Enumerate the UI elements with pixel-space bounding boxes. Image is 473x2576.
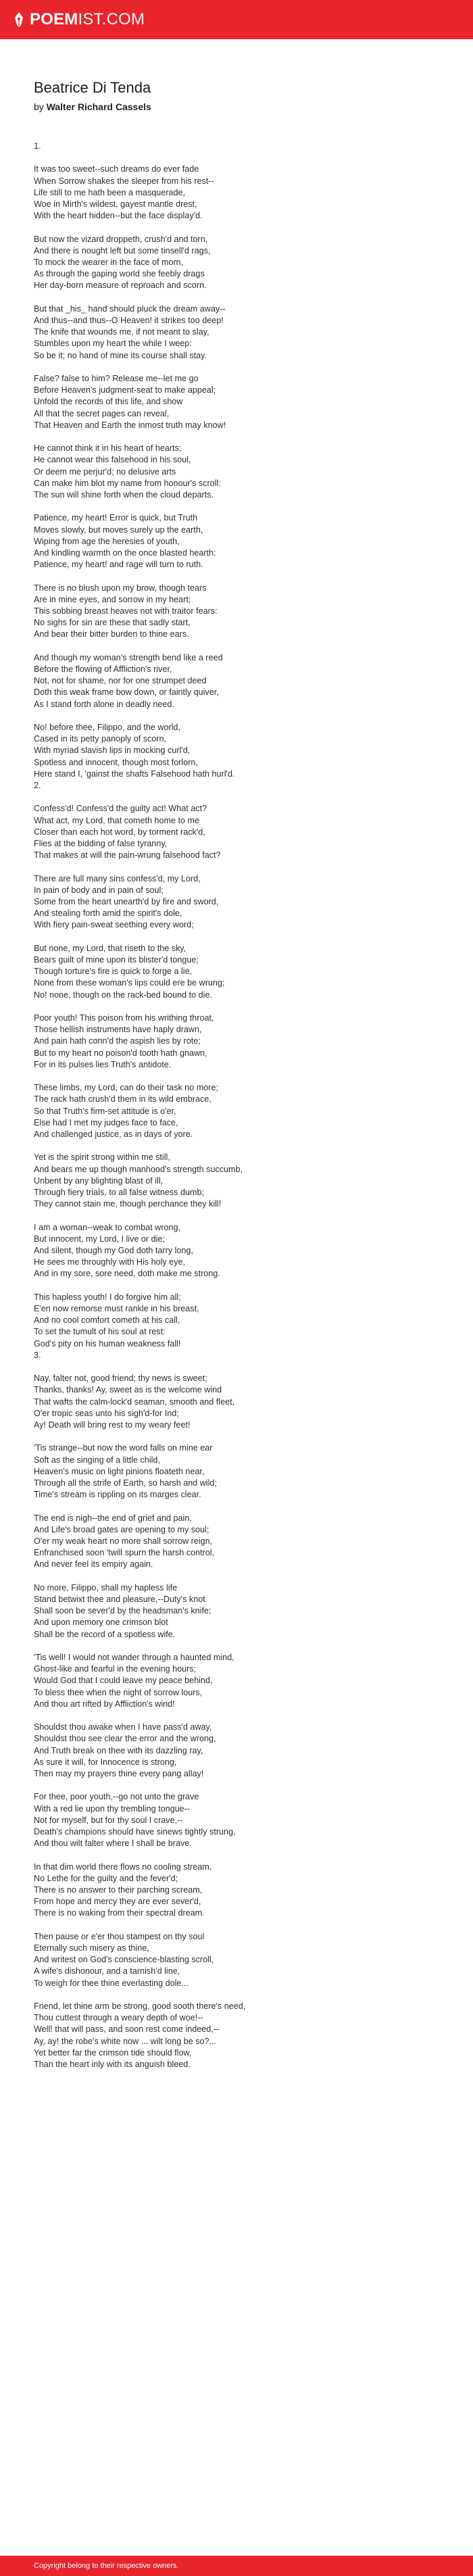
poem-line: This sobbing breast heaves not with traitor fears: (34, 606, 218, 616)
poem-line: To set the tumult of his soul at rest: (34, 1327, 166, 1337)
poem-line: That wafts the calm-lock'd seaman, smooth and fleet, (34, 1396, 235, 1407)
poem-line: Some from the heart unearth'd by fire and sword, (34, 897, 219, 907)
poem-line: The rack hath crush'd them in its wild embrace, (34, 1094, 211, 1104)
poem-line: It was too sweet--such dreams do ever fade (34, 164, 199, 174)
poem-line: And pain hath conn'd the aspish lies by rote; (34, 1036, 201, 1046)
poem-line: Woe in Mirth's wildest, gayest mantle drest, (34, 199, 197, 209)
poem-line: And thou art rifted by Affliction's wind! (34, 1699, 175, 1709)
poem-line: Through fiery trials, to all false witness dumb; (34, 1188, 204, 1198)
poem-line: As I stand forth alone in deadly need. (34, 699, 174, 709)
poem-line: Else had I met my judges face to face, (34, 1117, 178, 1127)
poem-line: Or deem me perjur'd; no delusive arts (34, 466, 176, 477)
poem-stanza (34, 873, 453, 931)
logo-bold-text: POEM (30, 10, 78, 28)
poem-line: Shall soon be sever'd by the headsman's knife; (34, 1606, 211, 1616)
poem-stanza (34, 512, 453, 570)
poem-line: Well! that will pass, and soon rest come indeed,-- (34, 2024, 220, 2035)
poem-line: With the heart hidden--but the face display'd. (34, 211, 203, 221)
poem-body (34, 141, 453, 2070)
poem-line: And though my woman's strength bend like a reed (34, 652, 223, 662)
poem-line: Then may my prayers thine every pang allay! (34, 1769, 204, 1779)
poem-line: O'er tropic seas unto his sigh'd-for Ind; (34, 1408, 179, 1418)
poem-stanza (34, 1292, 453, 1361)
poem-line: Poor youth! This poison from his writhing throat, (34, 1013, 214, 1023)
poem-line: And thou wilt falter where I shall be brave. (34, 1839, 192, 1849)
poem-line: Heaven's music on light pinions floateth near, (34, 1466, 205, 1476)
poem-line: And in my sore, sore need, doth make me strong. (34, 1269, 220, 1279)
poem-line: Shall be the record of a spotless wife. (34, 1629, 176, 1639)
poem-line: But innocent, my Lord, I live or die; (34, 1234, 165, 1244)
poem-line: False? false to him? Release me--let me go (34, 374, 199, 383)
by-label: by (34, 101, 44, 112)
poem-line: As through the gaping world she feebly drags (34, 269, 205, 279)
poem-line: Yet better far the crimson tide should flow, (34, 2047, 192, 2058)
poem-stanza (34, 2001, 453, 2070)
poem-line: 3. (34, 1350, 41, 1360)
poem-line: He sees me throughly with His holy eye, (34, 1257, 185, 1267)
poem-line: I am a woman--weak to combat wrong, (34, 1222, 180, 1232)
poem-line: Than the heart inly with its anguish bleed. (34, 2060, 191, 2070)
poem-line: As sure it will, for Innocence is strong, (34, 1757, 177, 1767)
site-footer (0, 2556, 473, 2576)
poem-content (34, 78, 453, 2082)
poem-line: E'en now remorse must rankle in his breast, (34, 1304, 199, 1314)
poem-line: No! before thee, Filippo, and the world, (34, 723, 181, 733)
poem-byline (34, 100, 453, 114)
poem-line: Yet is the spirit strong within me still, (34, 1152, 170, 1163)
poem-line: All that the secret pages can reveal, (34, 408, 170, 418)
poem-line: To bless thee when the night of sorrow lours, (34, 1687, 203, 1697)
poem-stanza (34, 1931, 453, 1989)
poem-title: Beatrice Di Tenda (34, 79, 151, 96)
poem-stanza (34, 1582, 453, 1641)
logo-light-text: IST.COM (78, 10, 145, 28)
poem-line: Doth this weak frame bow down, or faintly quiver, (34, 687, 219, 698)
poem-line: And kindling warmth on the once blasted hearth: (34, 548, 216, 558)
poem-line: No more, Filippo, shall my hapless life (34, 1582, 178, 1593)
poem-line: No! none, though on the rack-bed bound to die. (34, 990, 212, 1000)
poem-line: Patience, my heart! and rage will turn to ruth. (34, 560, 203, 570)
poem-line: Ay, ay! the robe's white now ... wilt long be so?... (34, 2036, 217, 2046)
poem-line: Soft as the singing of a little child, (34, 1455, 160, 1465)
poem-line: And there is nought left but some tinsell'd rags, (34, 245, 211, 256)
poem-stanza (34, 443, 453, 501)
poem-line: That makes at will the pain-wrung falsehood fact? (34, 850, 221, 860)
poem-line: That Heaven and Earth the inmost truth may know! (34, 420, 226, 430)
poem-line: God's pity on his human weakness fall! (34, 1338, 181, 1348)
poem-line: So that Truth's firm-set attitude is o'er, (34, 1106, 176, 1116)
poem-line: Unbent by any blighting blast of ill, (34, 1175, 164, 1186)
poem-line: In pain of body and in pain of soul; (34, 885, 164, 895)
poem-line: Shouldst thou awake when I have pass'd away, (34, 1722, 212, 1732)
poem-line: The end is nigh--the end of grief and pain, (34, 1513, 192, 1523)
poem-line: What act, my Lord, that cometh home to me (34, 815, 199, 825)
poem-line: And thus--and thus--O Heaven! it strikes too deep! (34, 316, 224, 325)
poem-stanza (34, 373, 453, 431)
poem-line: Nay, falter not, good friend; thy news is sweet; (34, 1374, 207, 1384)
copyright-text: Copyright belong to their respective owners. (34, 2562, 179, 2570)
poem-line: With myriad slavish lips in mocking curl'd, (34, 746, 191, 756)
poem-line: So be it; no hand of mine its course shall stay. (34, 350, 207, 360)
poem-line: Ay! Death will bring rest to my weary feet! (34, 1420, 191, 1430)
poem-line: With fiery pain-sweat seething every word; (34, 920, 194, 930)
poem-line: This hapless youth! I do forgive him all; (34, 1292, 181, 1302)
poem-line: And Life's broad gates are opening to my soul; (34, 1524, 209, 1534)
author-link[interactable]: Walter Richard Cassels (46, 101, 151, 112)
poem-stanza (34, 141, 453, 152)
poem-line: Are in mine eyes, and sorrow in my heart; (34, 594, 191, 604)
poem-line: Though torture's fire is quick to forge a lie, (34, 967, 193, 977)
poem-line: Not, not for shame, nor for one strumpet deed (34, 676, 207, 686)
poem-line: None from these woman's lips could ere be wrung; (34, 978, 225, 988)
poem-line: The knife that wounds me, if not meant to slay, (34, 327, 209, 337)
poem-line: He cannot wear this falsehood in his soul, (34, 455, 191, 465)
poem-line: There are full many sins confess'd, my Lord, (34, 873, 201, 883)
poem-line: They cannot stain me, though perchance they kill! (34, 1199, 222, 1209)
site-logo-link[interactable] (30, 10, 145, 29)
poem-line: Moves slowly, but moves surely up the earth, (34, 525, 203, 535)
poem-line: For in its pulses lies Truth's antidote. (34, 1059, 172, 1069)
poem-line: A wife's dishonour, and a tarnish'd line, (34, 1966, 180, 1976)
poem-line: Closer than each hot word, by torment rack'd, (34, 827, 205, 837)
pen-nib-icon[interactable] (14, 11, 24, 28)
poem-line: 2. (34, 781, 41, 791)
poem-line: Flies at the bidding of false tyranny, (34, 839, 168, 849)
site-header (0, 0, 473, 39)
poem-line: Those hellish instruments have haply drawn, (34, 1025, 202, 1035)
poem-line: No sighs for sin are these that sadly start, (34, 618, 191, 628)
poem-line: Eternally such misery as thine, (34, 1943, 149, 1953)
poem-stanza (34, 1442, 453, 1501)
poem-line: For thee, poor youth,--go not unto the grave (34, 1792, 199, 1802)
poem-stanza (34, 1152, 453, 1210)
poem-line: Before the flowing of Affliction's river, (34, 664, 172, 675)
poem-stanza (34, 1722, 453, 1780)
poem-line: And never feel its empiry again. (34, 1559, 153, 1570)
poem-line: From hope and mercy they are ever sever'd, (34, 1897, 201, 1907)
poem-line: Her day-born measure of reproach and scorn. (34, 281, 207, 291)
poem-stanza (34, 1513, 453, 1571)
poem-stanza (34, 583, 453, 641)
poem-line: But that _his_ hand should pluck the dream away-- (34, 303, 226, 314)
poem-line: And no cool comfort cometh at his call, (34, 1315, 180, 1326)
poem-line: No Lethe for the guilty and the fever'd; (34, 1873, 178, 1883)
poem-line: When Sorrow shakes the sleeper from his rest-- (34, 176, 214, 186)
poem-line: Unfold the records of this life, and show (34, 397, 183, 407)
poem-line: Life still to me hath been a masquerade, (34, 187, 186, 197)
poem-line: The sun will shine forth when the cloud departs. (34, 490, 214, 500)
poem-line: Cased in its petty panoply of scorn, (34, 734, 167, 744)
poem-line: And upon memory one crimson blot (34, 1618, 168, 1628)
poem-line: Can make him blot my name from honour's scroll: (34, 478, 221, 488)
poem-line: But now the vizard droppeth, crush'd and torn, (34, 234, 208, 244)
poem-stanza (34, 164, 453, 222)
poem-line: 1. (34, 141, 41, 151)
poem-line: Confess'd! Confess'd the guilty act! What act? (34, 804, 207, 814)
poem-line: Through all the strife of Earth, so harsh and wild; (34, 1478, 217, 1488)
poem-line: And bears me up though manhood's strength succumb, (34, 1164, 243, 1174)
poem-line: But to my heart no poison'd tooth hath gnawn, (34, 1048, 207, 1058)
poem-line: Stumbles upon my heart the while I weep: (34, 339, 192, 349)
poem-line: O'er my weak heart no more shall sorrow reign, (34, 1536, 213, 1547)
poem-stanza (34, 1222, 453, 1280)
poem-stanza (34, 943, 453, 1001)
poem-line: There is no waking from their spectral dream. (34, 1908, 205, 1918)
poem-stanza (34, 1652, 453, 1710)
poem-line: Before Heaven's judgment-seat to make appeal; (34, 385, 216, 395)
poem-line: Thou cuttest through a weary depth of woe!-- (34, 2013, 203, 2023)
poem-line: Death's champions should have sinews tightly strung, (34, 1827, 236, 1837)
poem-line: These limbs, my Lord, can do their task no more; (34, 1083, 218, 1093)
poem-line: Here stand I, 'gainst the shafts Falsehood hath hurl'd. (34, 769, 235, 779)
poem-line: In that dim world there flows no cooling stream, (34, 1862, 212, 1872)
poem-line: To mock the wearer in the face of morn, (34, 258, 184, 267)
poem-line: Ghost-like and fearful in the evening hours; (34, 1664, 197, 1674)
poem-line: And challenged justice, as in days of yore. (34, 1129, 193, 1140)
poem-stanza (34, 652, 453, 710)
poem-line: Time's stream is rippling on its marges clear. (34, 1490, 201, 1500)
poem-stanza (34, 722, 453, 792)
poem-line: But none, my Lord, that riseth to the sky, (34, 943, 186, 953)
poem-line: To weigh for thee thine everlasting dole... (34, 1978, 189, 1988)
poem-line: Friend, let thine arm be strong, good sooth there's need, (34, 2001, 246, 2012)
poem-line: Would God that I could leave my peace behind, (34, 1676, 213, 1686)
poem-stanza (34, 1791, 453, 1849)
poem-line: And Truth break on thee with its dazzling ray, (34, 1745, 203, 1755)
poem-line: Thanks, thanks! Ay, sweet as is the welcome wind (34, 1385, 222, 1395)
poem-line: And bear their bitter burden to thine ears. (34, 629, 189, 639)
poem-stanza (34, 1013, 453, 1071)
poem-line: There is no answer to their parching scream, (34, 1885, 203, 1895)
poem-line: Shouldst thou see clear the error and the wrong, (34, 1734, 216, 1744)
poem-line: Bears guilt of mine upon its blister'd tongue; (34, 955, 199, 965)
poem-line: And stealing forth amid the spirit's dole, (34, 908, 182, 919)
poem-line: Patience, my heart! Error is quick, but Truth (34, 513, 198, 523)
poem-line: 'Tis strange--but now the word falls on mine ear (34, 1443, 213, 1453)
poem-stanza (34, 1862, 453, 1920)
poem-line: There is no blush upon my brow, though tears (34, 583, 207, 593)
poem-line: Stand betwixt thee and pleasure,--Duty's knot (34, 1595, 205, 1605)
poem-line: With a red lie upon thy trembling tongue-- (34, 1803, 191, 1814)
poem-stanza (34, 1373, 453, 1431)
poem-line: 'Tis well! I would not wander through a haunted mind, (34, 1653, 234, 1663)
poem-line: Not for myself, but for thy soul I crave,-- (34, 1815, 183, 1825)
poem-line: Enfranchised soon 'twill spurn the harsh control, (34, 1548, 215, 1558)
poem-stanza (34, 234, 453, 292)
poem-line: He cannot think it in his heart of hearts; (34, 443, 182, 454)
poem-line: And writest on God's conscience-blasting scroll, (34, 1955, 214, 1965)
poem-stanza (34, 1082, 453, 1140)
poem-line: Then pause or e'er thou stampest on thy soul (34, 1931, 205, 1941)
poem-line: Spotless and innocent, though most forlorn, (34, 757, 198, 767)
poem-line: And silent, though my God doth tarry long, (34, 1246, 193, 1256)
poem-stanza (34, 303, 453, 362)
poem-stanza (34, 803, 453, 861)
poem-line: Wiping from age the heresies of youth, (34, 536, 180, 546)
